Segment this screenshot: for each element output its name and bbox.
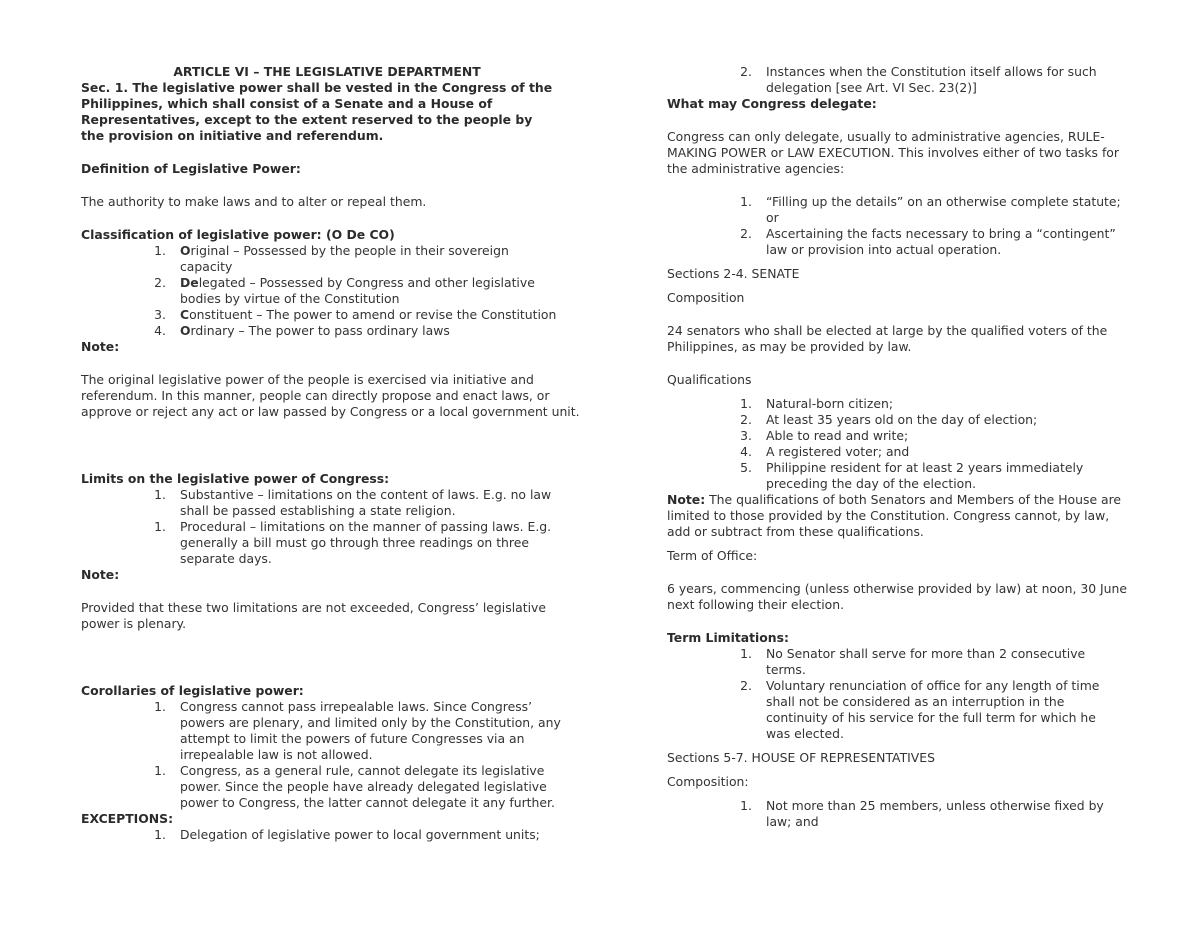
composition-label: Composition [667,290,745,305]
corollaries-heading: Corollaries of legislative power: [81,683,304,698]
list-item: 1. Natural-born citizen; [740,396,893,411]
list-item: 1. No Senator shall serve for more than 2 consecutive terms. [740,646,1086,677]
note-label: Note: [81,567,120,582]
list-item: 2. Instances when the Constitution itself allows for such delegation [see Art. VI Sec. 23(2)] [740,64,1097,95]
list-item: 1. Delegation of legislative power to local government units; [154,827,540,842]
list-item: 1. Original – Possessed by the people in their sovereign capacity [154,243,509,274]
list-item: 2. Delegated – Possessed by Congress and other legislative bodies by virtue of the Constitution [154,275,535,306]
definition-text: The authority to make laws and to alter or repeal them. [81,194,427,209]
senate-heading: Sections 2-4. SENATE [667,266,800,281]
list-item: 1. “Filling up the details” on an otherwise complete statute; or [740,194,1121,225]
delegate-heading: What may Congress delegate: [667,96,877,111]
list-item: 1. Substantive – limitations on the content of laws. E.g. no law shall be passed establishing a state religion. [154,487,552,518]
definition-heading: Definition of Legislative Power: [81,161,301,176]
exceptions-label: EXCEPTIONS: [81,811,174,826]
list-item: 2. Ascertaining the facts necessary to bring a “contingent” law or provision into actual operation. [740,226,1116,257]
limits-heading: Limits on the legislative power of Congress: [81,471,390,486]
exceptions-list-continued [730,64,1110,96]
list-item: 4. Ordinary – The power to pass ordinary laws [154,323,450,338]
composition-text: 24 senators who shall be elected at large by the qualified voters of the Philippines, as may be provided by law. [667,323,1108,354]
article-title: ARTICLE VI – THE LEGISLATIVE DEPARTMENT [173,64,481,79]
note-text: Provided that these two limitations are not exceeded, Congress’ legislative power is plenary. [81,600,546,631]
limits-list [144,487,554,567]
list-item: 3. Constituent – The power to amend or revise the Constitution [154,307,557,322]
corollaries-list [144,699,564,811]
list-item: 3. Able to read and write; [740,428,909,443]
qualifications-note: Note: The qualifications of both Senators and Members of the House are limited to those provided by the Constitution. Congress cannot, by law, add or subtract from these qualifications. [667,492,1122,539]
right-column [667,64,1137,830]
delegate-list [730,194,1125,258]
term-text: 6 years, commencing (unless otherwise provided by law) at noon, 30 June next following their election. [667,581,1128,612]
list-item: 1. Congress cannot pass irrepealable laws. Since Congress’ powers are plenary, and limited only by the Constitution, any attempt to limit the powers of future Congresses via an irrepealable law is not allowed. [154,699,561,762]
list-item: 2. At least 35 years old on the day of election; [740,412,1038,427]
classification-heading: Classification of legislative power: (O De CO) [81,227,395,242]
list-item: 4. A registered voter; and [740,444,910,459]
qualifications-label: Qualifications [667,372,752,387]
list-item: 1. Congress, as a general rule, cannot delegate its legislative power. Since the people have already delegated legislative power to Congress, the latter cannot delegate it any further. [154,763,555,810]
term-limitations-heading: Term Limitations: [667,630,789,645]
note-text: The original legislative power of the people is exercised via initiative and referendum. In this manner, people can directly propose and enact laws, or approve or reject any act or law passed by Congress or a local government unit. [81,372,580,419]
list-item: 5. Philippine resident for at least 2 years immediately preceding the day of the election. [740,460,1084,491]
list-item: 2. Voluntary renunciation of office for any length of time shall not be considered as an interruption in the continuity of his service for the full term for which he was elected. [740,678,1100,741]
section-1-text: Sec. 1. The legislative power shall be vested in the Congress of the Philippines, which shall consist of a Senate and a House of Representatives, except to the extent reserved to the people by the provision on initiative and referendum. [81,80,553,143]
left-column [81,64,601,843]
list-item: 1. Procedural – limitations on the manner of passing laws. E.g. generally a bill must go through three readings on three separate days. [154,519,552,566]
qualifications-list [730,396,1110,492]
classification-list [144,243,564,339]
term-label: Term of Office: [667,548,758,563]
list-item: 1. Not more than 25 members, unless otherwise fixed by law; and [740,798,1104,829]
house-heading: Sections 5-7. HOUSE OF REPRESENTATIVES [667,750,935,765]
term-limitations-list [730,646,1110,742]
house-composition-label: Composition: [667,774,749,789]
delegate-text: Congress can only delegate, usually to administrative agencies, RULE-MAKING POWER or LAW EXECUTION. This involves either of two tasks for the administrative agencies: [667,129,1119,176]
note-label: Note: [81,339,120,354]
exceptions-list [144,827,564,843]
house-composition-list [730,798,1110,830]
